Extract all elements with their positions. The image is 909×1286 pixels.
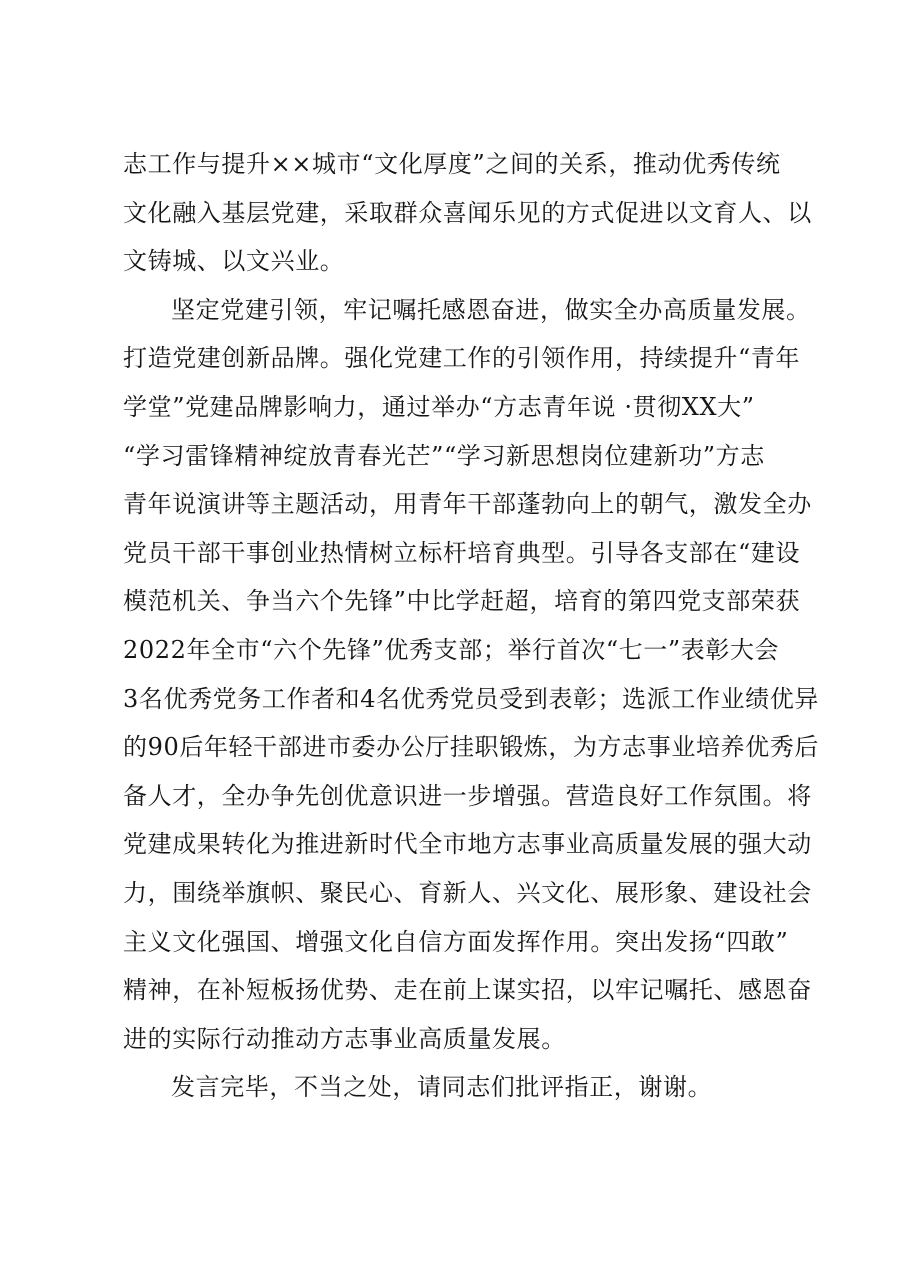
text-line: 发言完毕，不当之处，请同志们批评指正，谢谢。 (171, 1073, 713, 1102)
text-line: 3名优秀党务工作者和4名优秀党员受到表彰；选派工作业绩优异 (123, 684, 819, 713)
text-line: 党员干部干事创业热情树立标杆培育典型。引导各支部在“建设 (123, 538, 801, 567)
text-line: 进的实际行动推动方志事业高质量发展。 (123, 1024, 566, 1053)
text-line: 精神，在补短板扬优势、走在前上谋实招，以牢记嘱托、感恩奋 (123, 976, 812, 1005)
text-line: 坚定党建引领，牢记嘱托感恩奋进，做实全办高质量发展。 (171, 295, 811, 324)
text-line: 打造党建创新品牌。强化党建工作的引领作用，持续提升“青年 (123, 344, 801, 373)
text-line: 文化融入基层党建，采取群众喜闻乐见的方式促进以文育人、以 (123, 198, 812, 227)
text-line: 主义文化强国、增强文化自信方面发挥作用。突出发扬“四敢” (123, 927, 789, 956)
text-line: 模范机关、争当六个先锋”中比学赶超，培育的第四党支部荣获 (123, 587, 801, 616)
text-line: 党建成果转化为推进新时代全市地方志事业高质量发展的强大动 (123, 830, 812, 859)
text-line: 力，围绕举旗帜、聚民心、育新人、兴文化、展形象、建设社会 (123, 878, 812, 907)
text-line: 青年说演讲等主题活动，用青年干部蓬勃向上的朝气，激发全办 (123, 490, 812, 519)
text-line: 文铸城、以文兴业。 (123, 247, 345, 276)
document-body (123, 140, 819, 1112)
text-line: 学堂”党建品牌影响力，通过举办“方志青年说 ·贯彻XX大” (123, 392, 755, 421)
text-line: 2022年全市“六个先锋”优秀支部；举行首次“七一”表彰大会 (123, 635, 780, 664)
text-line: 志工作与提升××城市“文化厚度”之间的关系，推动优秀传统 (123, 150, 781, 178)
text-line: 备人才，全办争先创优意识进一步增强。营造良好工作氛围。将 (123, 781, 812, 810)
text-line: 的90后年轻干部进市委办公厅挂职锻炼，为方志事业培养优秀后 (123, 733, 819, 762)
text-line: “学习雷锋精神绽放青春光芒”“学习新思想岗位建新功”方志 (123, 441, 765, 470)
